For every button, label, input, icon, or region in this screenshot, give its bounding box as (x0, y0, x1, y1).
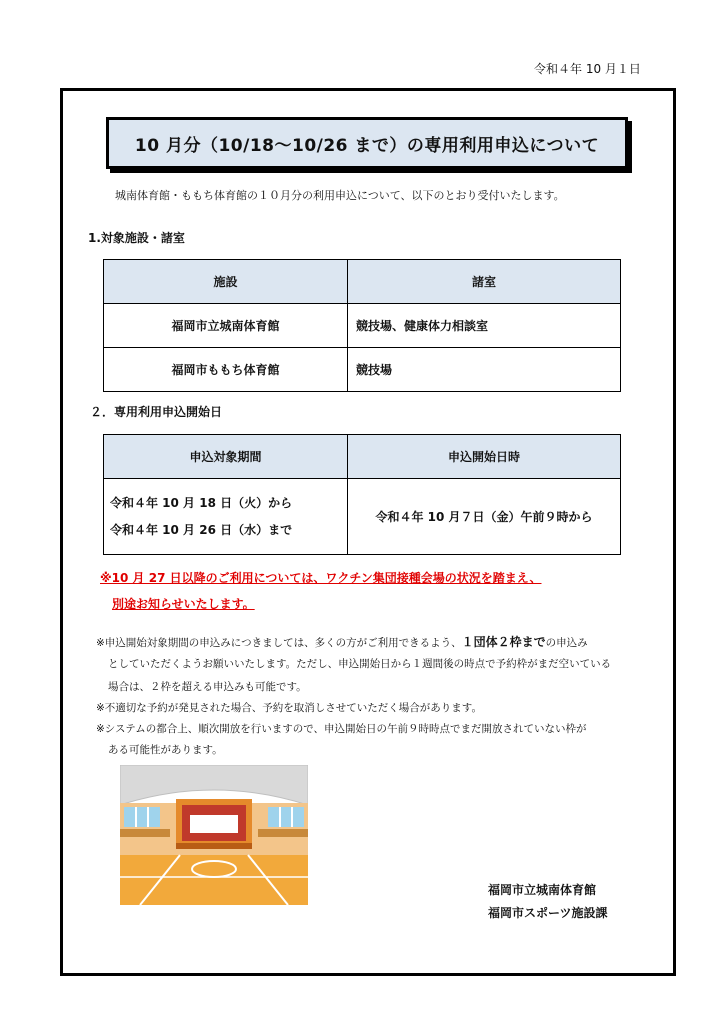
document-date: 令和４年 10 月１日 (534, 62, 641, 76)
note-1-emphasis: １団体２枠まで (461, 635, 546, 649)
warning-line1: ※10 月 27 日以降のご利用については、ワクチン集団接種会場の状況を踏まえ、 (100, 571, 542, 585)
table-header-facility: 施設 (104, 260, 348, 304)
note-3-line1: ※システムの都合上、順次開放を行いますので、申込開始日の午前９時時点でまだ開放されていない枠が (96, 723, 587, 735)
intro-text: 城南体育館・ももち体育館の１０月分の利用申込について、以下のとおり受付いたします。 (115, 189, 565, 202)
start-datetime: 令和４年 10 月７日（金）午前９時から (348, 479, 621, 555)
schedule-table (103, 434, 621, 555)
gymnasium-illustration (120, 765, 308, 905)
note-2: ※不適切な予約が発見された場合、予約を取消しさせていただく場合があります。 (96, 702, 482, 714)
facility-name: 福岡市ももち体育館 (104, 348, 348, 392)
signature-line2: 福岡市スポーツ施設課 (488, 906, 608, 920)
note-1-text-end: の申込み (545, 637, 588, 649)
table-row (104, 479, 621, 555)
table-header-room: 諸室 (348, 260, 621, 304)
note-1-line2: としていただくようお願いいたします。ただし、申込開始日から１週間後の時点で予約枠がまだ空いている (108, 658, 612, 670)
gymnasium-icon (120, 765, 308, 905)
section1-heading: 1.対象施設・諸室 (88, 231, 185, 245)
table-row (104, 304, 621, 348)
note-1-text: ※申込開始対象期間の申込みにつきましては、多くの方がご利用できるよう、 (96, 637, 462, 649)
note-1-line3: 場合は、２枠を超える申込みも可能です。 (108, 681, 307, 693)
note-3-line2: ある可能性があります。 (108, 744, 223, 756)
table-row (104, 348, 621, 392)
table-header-period: 申込対象期間 (104, 435, 348, 479)
table-header-start: 申込開始日時 (348, 435, 621, 479)
document-title (106, 117, 628, 169)
period-end: 令和４年 10 月 26 日（水）まで (110, 522, 293, 537)
facilities-table (103, 259, 621, 392)
note-1 (96, 633, 588, 650)
period-start: 令和４年 10 月 18 日（火）から (110, 495, 293, 510)
section2-heading: ２．専用利用申込開始日 (90, 405, 223, 419)
signature-line1: 福岡市立城南体育館 (488, 883, 597, 897)
period-cell (104, 479, 348, 555)
warning-line2: 別途お知らせいたします。 (112, 597, 255, 611)
facility-name: 福岡市立城南体育館 (104, 304, 348, 348)
room-names: 競技場 (348, 348, 621, 392)
room-names: 競技場、健康体力相談室 (348, 304, 621, 348)
title-text: 10 月分（10/18〜10/26 まで）の専用利用申込について (134, 135, 600, 156)
